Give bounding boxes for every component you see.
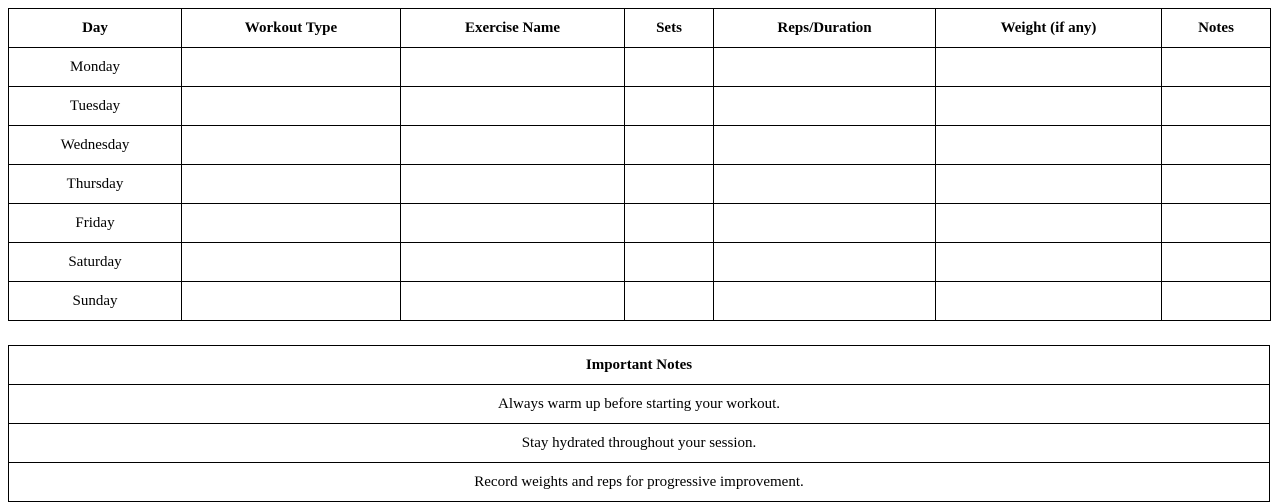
reps-duration-cell[interactable] [714,48,936,87]
sets-cell[interactable] [625,165,714,204]
workout-type-cell[interactable] [182,243,401,282]
sets-cell[interactable] [625,243,714,282]
sets-cell[interactable] [625,126,714,165]
weight-cell[interactable] [936,282,1162,321]
weight-cell[interactable] [936,87,1162,126]
notes-cell[interactable] [1162,204,1271,243]
exercise-name-cell[interactable] [401,204,625,243]
exercise-name-cell[interactable] [401,48,625,87]
notes-header-row [9,346,1270,385]
table-header-row [9,9,1271,48]
note-item: Always warm up before starting your workout. [9,385,1270,424]
workout-type-cell[interactable] [182,165,401,204]
reps-duration-cell[interactable] [714,243,936,282]
header-reps-duration: Reps/Duration [714,9,936,48]
workout-type-cell[interactable] [182,48,401,87]
workout-plan-table [8,8,1271,321]
table-row [9,165,1271,204]
note-row [9,463,1270,502]
table-row [9,126,1271,165]
weight-cell[interactable] [936,243,1162,282]
notes-cell[interactable] [1162,243,1271,282]
weight-cell[interactable] [936,204,1162,243]
notes-cell[interactable] [1162,282,1271,321]
weight-cell[interactable] [936,165,1162,204]
header-sets: Sets [625,9,714,48]
exercise-name-cell[interactable] [401,165,625,204]
day-cell: Thursday [9,165,182,204]
day-cell: Monday [9,48,182,87]
header-notes: Notes [1162,9,1271,48]
exercise-name-cell[interactable] [401,87,625,126]
notes-cell[interactable] [1162,126,1271,165]
sets-cell[interactable] [625,204,714,243]
workout-type-cell[interactable] [182,282,401,321]
table-row [9,204,1271,243]
table-row [9,48,1271,87]
header-exercise-name: Exercise Name [401,9,625,48]
reps-duration-cell[interactable] [714,165,936,204]
sets-cell[interactable] [625,87,714,126]
exercise-name-cell[interactable] [401,282,625,321]
table-row [9,243,1271,282]
important-notes-table [8,345,1270,502]
note-item: Stay hydrated throughout your session. [9,424,1270,463]
exercise-name-cell[interactable] [401,243,625,282]
day-cell: Friday [9,204,182,243]
day-cell: Saturday [9,243,182,282]
table-row [9,282,1271,321]
day-cell: Wednesday [9,126,182,165]
note-item: Record weights and reps for progressive improvement. [9,463,1270,502]
header-weight: Weight (if any) [936,9,1162,48]
table-row [9,87,1271,126]
workout-type-cell[interactable] [182,87,401,126]
day-cell: Sunday [9,282,182,321]
weight-cell[interactable] [936,126,1162,165]
day-cell: Tuesday [9,87,182,126]
reps-duration-cell[interactable] [714,126,936,165]
important-notes-title: Important Notes [9,346,1270,385]
sets-cell[interactable] [625,282,714,321]
workout-type-cell[interactable] [182,204,401,243]
reps-duration-cell[interactable] [714,282,936,321]
sets-cell[interactable] [625,48,714,87]
weight-cell[interactable] [936,48,1162,87]
header-workout-type: Workout Type [182,9,401,48]
reps-duration-cell[interactable] [714,87,936,126]
note-row [9,424,1270,463]
notes-cell[interactable] [1162,165,1271,204]
header-day: Day [9,9,182,48]
workout-type-cell[interactable] [182,126,401,165]
note-row [9,385,1270,424]
reps-duration-cell[interactable] [714,204,936,243]
exercise-name-cell[interactable] [401,126,625,165]
notes-cell[interactable] [1162,87,1271,126]
notes-cell[interactable] [1162,48,1271,87]
